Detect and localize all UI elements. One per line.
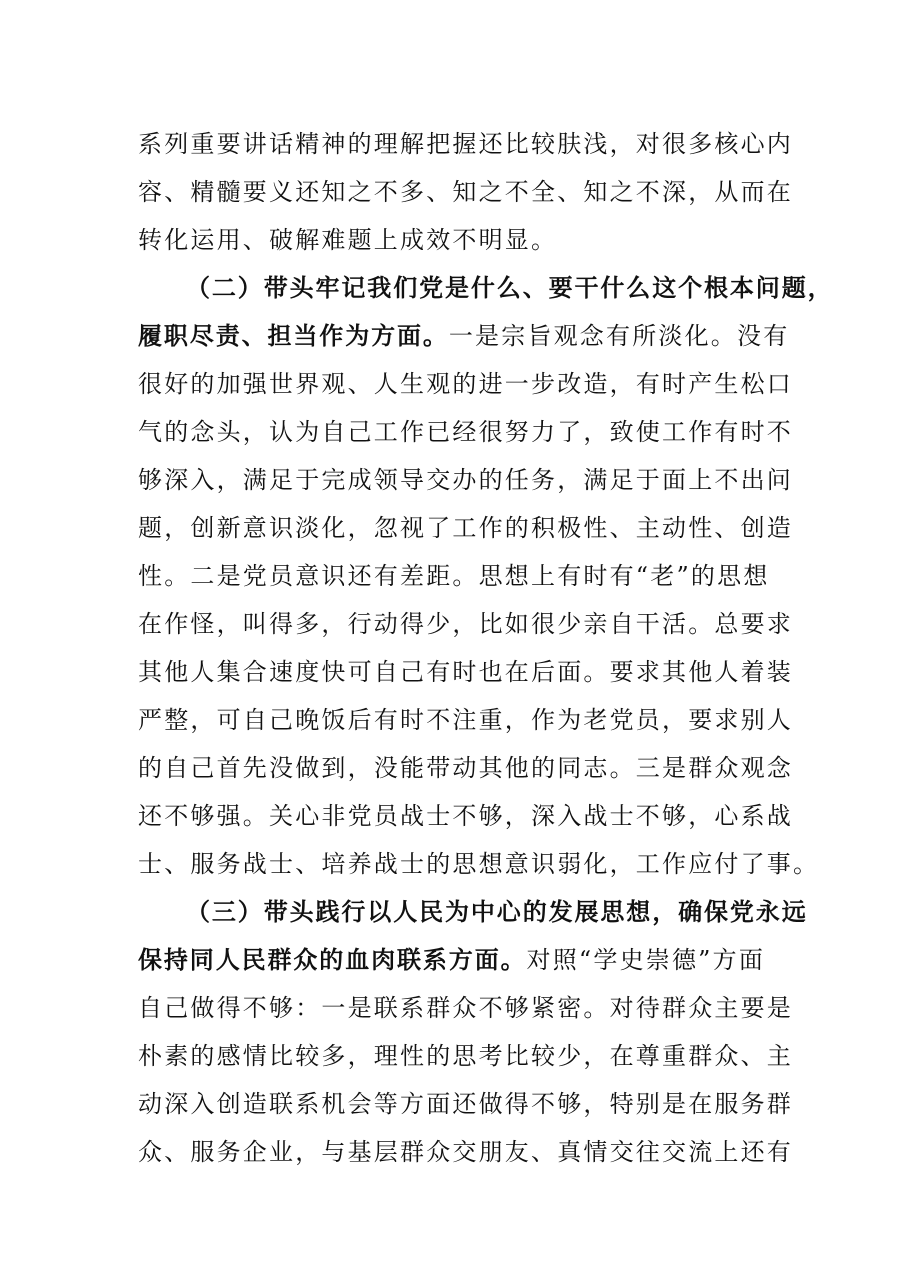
- text-line: 在作怪，叫得多，行动得少，比如很少亲自干活。总要求: [138, 610, 793, 638]
- section-heading-2: （二）带头牢记我们党是什么、要干什么这个根本问题，: [186, 274, 834, 302]
- text-line: 的自己首先没做到，没能带动其他的同志。三是群众观念: [138, 754, 793, 782]
- text-line: 够深入，满足于完成领导交办的任务，满足于面上不出问: [138, 466, 793, 494]
- text-line: 题，创新意识淡化，忽视了工作的积极性、主动性、创造: [138, 514, 793, 542]
- text-line: 自己做得不够：一是联系群众不够紧密。对待群众主要是: [138, 994, 793, 1022]
- text-line: 士、服务战士、培养战士的思想意识弱化，工作应付了事。: [138, 850, 820, 878]
- text-line: 转化运用、破解难题上成效不明显。: [138, 226, 558, 254]
- section-heading-3-tail: 保持同人民群众的血肉联系方面。: [138, 946, 527, 974]
- text-line: 容、精髓要义还知之不多、知之不全、知之不深，从而在: [138, 178, 793, 206]
- paragraph-text: 一是宗旨观念有所淡化。没有: [448, 322, 790, 350]
- text-line: [138, 942, 765, 978]
- text-line: 还不够强。关心非党员战士不够，深入战士不够，心系战: [138, 802, 793, 830]
- text-line: [138, 318, 789, 354]
- text-line: 很好的加强世界观、人生观的进一步改造，有时产生松口: [138, 370, 793, 398]
- text-line: 严整，可自己晚饭后有时不注重，作为老党员，要求别人: [138, 706, 793, 734]
- section-heading-2-tail: 履职尽责、担当作为方面。: [138, 322, 449, 350]
- section-heading-3: （三）带头践行以人民为中心的发展思想，确保党永远: [186, 898, 808, 926]
- text-line: 朴素的感情比较多，理性的思考比较少，在尊重群众、主: [138, 1042, 793, 1070]
- text-line: 性。二是党员意识还有差距。思想上有时有“老”的思想: [138, 562, 770, 590]
- paragraph-text: 对照“学史崇德”方面: [526, 946, 766, 974]
- text-line: 系列重要讲话精神的理解把握还比较肤浅，对很多核心内: [138, 130, 793, 158]
- text-line: 动深入创造联系机会等方面还做得不够，特别是在服务群: [138, 1090, 793, 1118]
- text-line: 众、服务企业，与基层群众交朋友、真情交往交流上还有: [138, 1138, 793, 1166]
- text-line: 气的念头，认为自己工作已经很努力了，致使工作有时不: [138, 418, 793, 446]
- text-line: 其他人集合速度快可自己有时也在后面。要求其他人着装: [138, 658, 793, 686]
